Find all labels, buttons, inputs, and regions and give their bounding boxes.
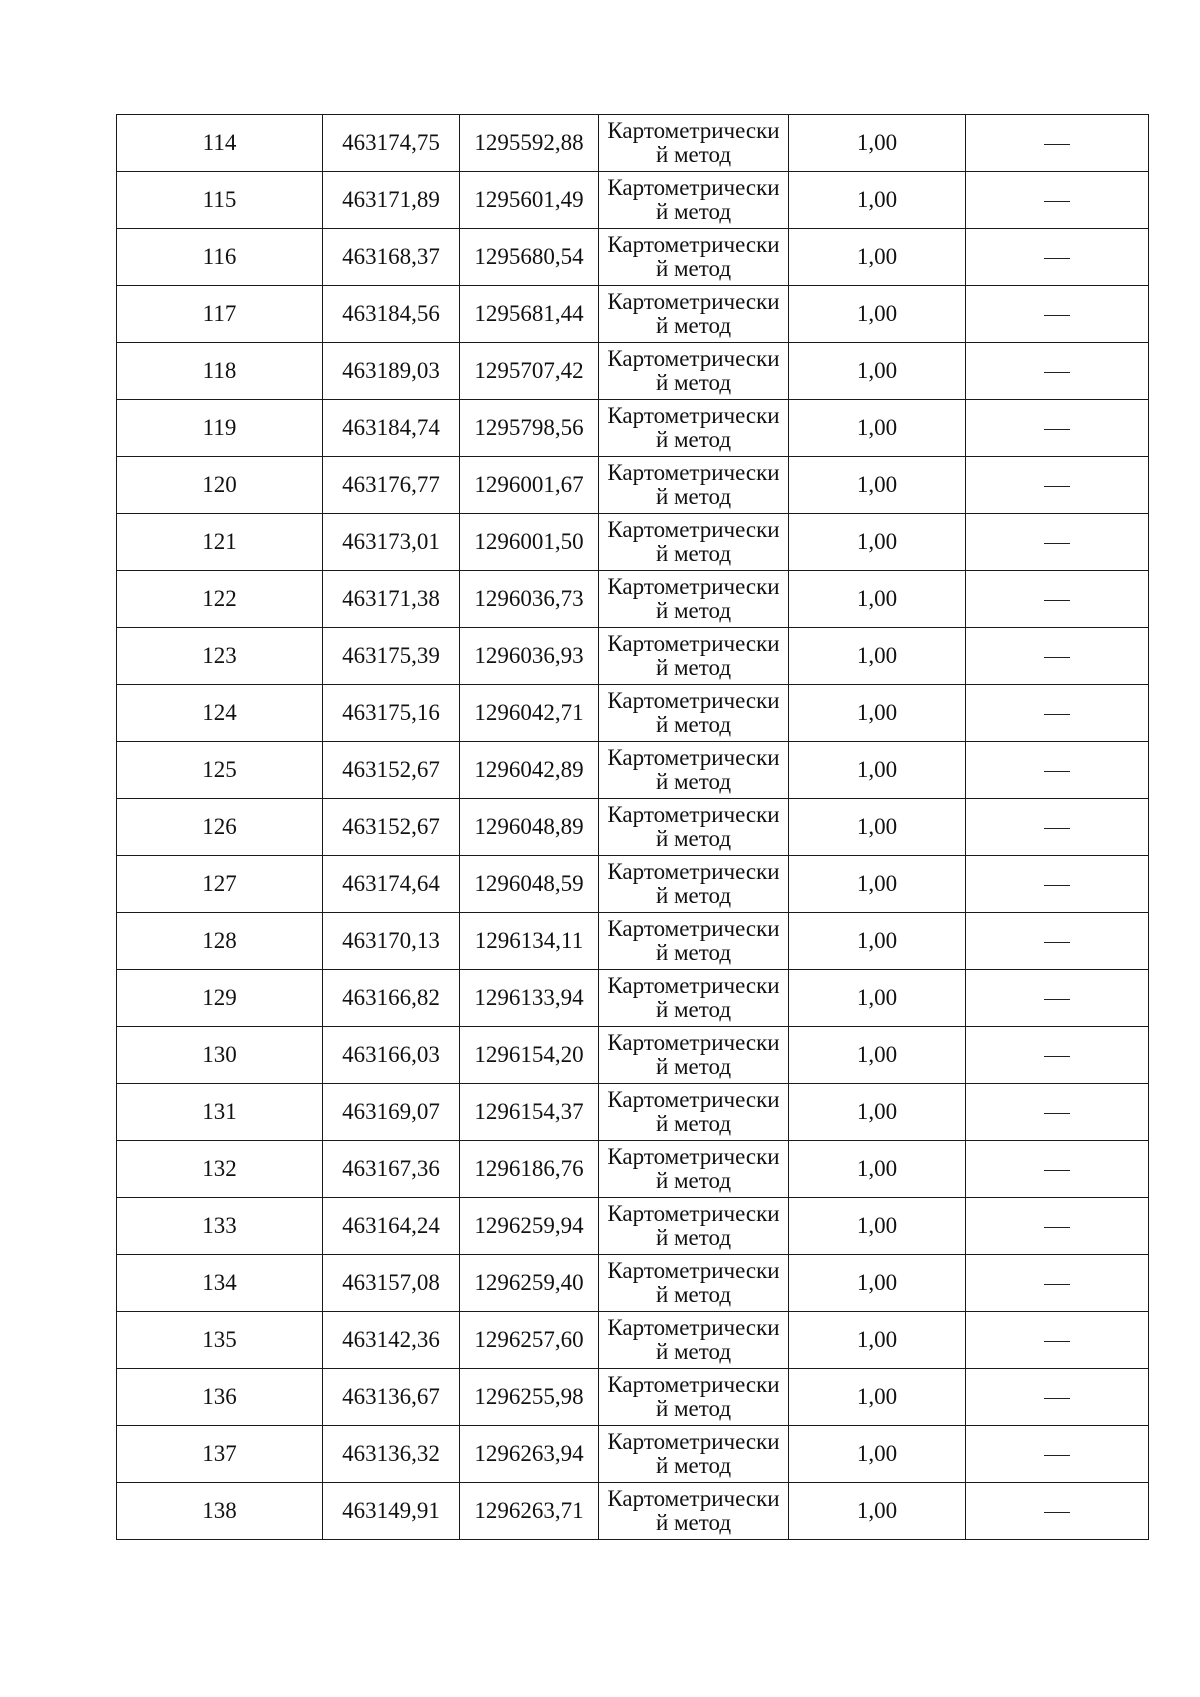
accuracy-cell: 1,00	[789, 1426, 966, 1483]
em-dash-mark	[1044, 1284, 1070, 1285]
y-coordinate-cell: 1296255,98	[460, 1369, 599, 1426]
x-coordinate-cell: 463175,39	[323, 628, 460, 685]
y-coordinate-cell: 1296134,11	[460, 913, 599, 970]
y-coordinate-cell: 1295707,42	[460, 343, 599, 400]
y-coordinate-cell: 1296259,94	[460, 1198, 599, 1255]
y-coordinate-cell: 1295680,54	[460, 229, 599, 286]
method-text-line2: й метод	[655, 142, 732, 167]
method-cell	[599, 742, 789, 799]
method-cell	[599, 1255, 789, 1312]
table-row	[117, 1027, 1149, 1084]
x-coordinate-cell: 463176,77	[323, 457, 460, 514]
method-text-line1: Картометрически	[607, 403, 780, 428]
em-dash-mark	[1044, 828, 1070, 829]
method-cell	[599, 1198, 789, 1255]
method-cell	[599, 343, 789, 400]
accuracy-cell: 1,00	[789, 172, 966, 229]
x-coordinate-cell: 463168,37	[323, 229, 460, 286]
em-dash-mark	[1044, 1170, 1070, 1171]
accuracy-cell: 1,00	[789, 343, 966, 400]
point-number-cell: 123	[117, 628, 323, 685]
method-text-line1: Картометрически	[607, 859, 780, 884]
method-cell	[599, 115, 789, 172]
x-coordinate-cell: 463171,89	[323, 172, 460, 229]
method-cell	[599, 571, 789, 628]
method-cell	[599, 1084, 789, 1141]
note-cell	[966, 172, 1149, 229]
method-cell	[599, 172, 789, 229]
y-coordinate-cell: 1296042,71	[460, 685, 599, 742]
point-number-cell: 131	[117, 1084, 323, 1141]
table-row	[117, 400, 1149, 457]
x-coordinate-cell: 463166,82	[323, 970, 460, 1027]
table-row	[117, 799, 1149, 856]
x-coordinate-cell: 463167,36	[323, 1141, 460, 1198]
em-dash-mark	[1044, 1398, 1070, 1399]
y-coordinate-cell: 1295798,56	[460, 400, 599, 457]
point-number-cell: 126	[117, 799, 323, 856]
method-text-line1: Картометрически	[607, 175, 780, 200]
accuracy-cell: 1,00	[789, 970, 966, 1027]
table-row	[117, 1141, 1149, 1198]
point-number-cell: 138	[117, 1483, 323, 1540]
accuracy-cell: 1,00	[789, 286, 966, 343]
y-coordinate-cell: 1295681,44	[460, 286, 599, 343]
accuracy-cell: 1,00	[789, 514, 966, 571]
x-coordinate-cell: 463142,36	[323, 1312, 460, 1369]
x-coordinate-cell: 463174,64	[323, 856, 460, 913]
method-cell	[599, 628, 789, 685]
method-text-line1: Картометрически	[607, 1201, 780, 1226]
accuracy-cell: 1,00	[789, 1483, 966, 1540]
method-text-line2: й метод	[655, 256, 732, 281]
em-dash-mark	[1044, 486, 1070, 487]
method-text-line1: Картометрически	[607, 1144, 780, 1169]
method-text-line2: й метод	[655, 1510, 732, 1535]
method-text-line2: й метод	[655, 1225, 732, 1250]
method-text-line1: Картометрически	[607, 973, 780, 998]
method-cell	[599, 286, 789, 343]
method-cell	[599, 1312, 789, 1369]
note-cell	[966, 229, 1149, 286]
method-text-line1: Картометрически	[607, 802, 780, 827]
point-number-cell: 120	[117, 457, 323, 514]
em-dash-mark	[1044, 714, 1070, 715]
method-text-line2: й метод	[655, 826, 732, 851]
note-cell	[966, 628, 1149, 685]
method-text-line1: Картометрически	[607, 631, 780, 656]
table-row	[117, 1084, 1149, 1141]
y-coordinate-cell: 1296257,60	[460, 1312, 599, 1369]
method-text-line2: й метод	[655, 712, 732, 737]
accuracy-cell: 1,00	[789, 1027, 966, 1084]
note-cell	[966, 970, 1149, 1027]
em-dash-mark	[1044, 1455, 1070, 1456]
point-number-cell: 130	[117, 1027, 323, 1084]
note-cell	[966, 286, 1149, 343]
method-text-line1: Картометрически	[607, 118, 780, 143]
note-cell	[966, 571, 1149, 628]
note-cell	[966, 1027, 1149, 1084]
method-text-line2: й метод	[655, 1168, 732, 1193]
method-text-line1: Картометрически	[607, 1486, 780, 1511]
method-text-line1: Картометрически	[607, 517, 780, 542]
note-cell	[966, 1084, 1149, 1141]
x-coordinate-cell: 463164,24	[323, 1198, 460, 1255]
point-number-cell: 137	[117, 1426, 323, 1483]
point-number-cell: 132	[117, 1141, 323, 1198]
note-cell	[966, 115, 1149, 172]
em-dash-mark	[1044, 201, 1070, 202]
em-dash-mark	[1044, 543, 1070, 544]
table-row	[117, 856, 1149, 913]
method-text-line2: й метод	[655, 484, 732, 509]
method-text-line2: й метод	[655, 1282, 732, 1307]
table-row	[117, 172, 1149, 229]
em-dash-mark	[1044, 144, 1070, 145]
y-coordinate-cell: 1296133,94	[460, 970, 599, 1027]
method-text-line2: й метод	[655, 1339, 732, 1364]
x-coordinate-cell: 463184,56	[323, 286, 460, 343]
method-text-line2: й метод	[655, 1453, 732, 1478]
method-text-line1: Картометрически	[607, 916, 780, 941]
y-coordinate-cell: 1296036,93	[460, 628, 599, 685]
note-cell	[966, 457, 1149, 514]
x-coordinate-cell: 463157,08	[323, 1255, 460, 1312]
accuracy-cell: 1,00	[789, 1312, 966, 1369]
accuracy-cell: 1,00	[789, 1369, 966, 1426]
y-coordinate-cell: 1296154,20	[460, 1027, 599, 1084]
y-coordinate-cell: 1295592,88	[460, 115, 599, 172]
point-number-cell: 134	[117, 1255, 323, 1312]
accuracy-cell: 1,00	[789, 742, 966, 799]
table-row	[117, 1369, 1149, 1426]
note-cell	[966, 1141, 1149, 1198]
method-cell	[599, 514, 789, 571]
x-coordinate-cell: 463169,07	[323, 1084, 460, 1141]
x-coordinate-cell: 463152,67	[323, 742, 460, 799]
accuracy-cell: 1,00	[789, 628, 966, 685]
point-number-cell: 117	[117, 286, 323, 343]
note-cell	[966, 685, 1149, 742]
x-coordinate-cell: 463149,91	[323, 1483, 460, 1540]
method-cell	[599, 799, 789, 856]
method-text-line2: й метод	[655, 370, 732, 395]
method-text-line2: й метод	[655, 997, 732, 1022]
table-row	[117, 571, 1149, 628]
point-number-cell: 124	[117, 685, 323, 742]
note-cell	[966, 799, 1149, 856]
point-number-cell: 119	[117, 400, 323, 457]
point-number-cell: 122	[117, 571, 323, 628]
accuracy-cell: 1,00	[789, 1084, 966, 1141]
accuracy-cell: 1,00	[789, 913, 966, 970]
point-number-cell: 136	[117, 1369, 323, 1426]
method-cell	[599, 457, 789, 514]
table-row	[117, 742, 1149, 799]
y-coordinate-cell: 1296263,94	[460, 1426, 599, 1483]
method-text-line2: й метод	[655, 199, 732, 224]
note-cell	[966, 343, 1149, 400]
point-number-cell: 125	[117, 742, 323, 799]
y-coordinate-cell: 1295601,49	[460, 172, 599, 229]
method-cell	[599, 1141, 789, 1198]
point-number-cell: 118	[117, 343, 323, 400]
y-coordinate-cell: 1296259,40	[460, 1255, 599, 1312]
table-row	[117, 514, 1149, 571]
accuracy-cell: 1,00	[789, 115, 966, 172]
method-text-line1: Картометрически	[607, 1030, 780, 1055]
em-dash-mark	[1044, 429, 1070, 430]
method-text-line2: й метод	[655, 427, 732, 452]
em-dash-mark	[1044, 771, 1070, 772]
method-cell	[599, 913, 789, 970]
y-coordinate-cell: 1296048,89	[460, 799, 599, 856]
table-row	[117, 1255, 1149, 1312]
method-text-line2: й метод	[655, 1111, 732, 1136]
method-cell	[599, 1483, 789, 1540]
table-row	[117, 628, 1149, 685]
table-row	[117, 457, 1149, 514]
em-dash-mark	[1044, 1341, 1070, 1342]
method-cell	[599, 685, 789, 742]
method-cell	[599, 229, 789, 286]
method-text-line1: Картометрически	[607, 460, 780, 485]
x-coordinate-cell: 463152,67	[323, 799, 460, 856]
table-row	[117, 1312, 1149, 1369]
table-row	[117, 286, 1149, 343]
accuracy-cell: 1,00	[789, 229, 966, 286]
x-coordinate-cell: 463136,67	[323, 1369, 460, 1426]
point-number-cell: 128	[117, 913, 323, 970]
x-coordinate-cell: 463174,75	[323, 115, 460, 172]
table-row	[117, 1198, 1149, 1255]
method-text-line2: й метод	[655, 1054, 732, 1079]
method-text-line2: й метод	[655, 769, 732, 794]
table-row	[117, 343, 1149, 400]
accuracy-cell: 1,00	[789, 400, 966, 457]
method-text-line1: Картометрически	[607, 1429, 780, 1454]
method-text-line1: Картометрически	[607, 574, 780, 599]
note-cell	[966, 913, 1149, 970]
method-cell	[599, 400, 789, 457]
point-number-cell: 133	[117, 1198, 323, 1255]
table-row	[117, 115, 1149, 172]
method-cell	[599, 1426, 789, 1483]
note-cell	[966, 1426, 1149, 1483]
note-cell	[966, 514, 1149, 571]
method-text-line2: й метод	[655, 1396, 732, 1421]
em-dash-mark	[1044, 315, 1070, 316]
note-cell	[966, 856, 1149, 913]
method-text-line1: Картометрически	[607, 289, 780, 314]
accuracy-cell: 1,00	[789, 457, 966, 514]
method-text-line2: й метод	[655, 883, 732, 908]
em-dash-mark	[1044, 1227, 1070, 1228]
note-cell	[966, 1255, 1149, 1312]
y-coordinate-cell: 1296036,73	[460, 571, 599, 628]
accuracy-cell: 1,00	[789, 571, 966, 628]
method-text-line1: Картометрически	[607, 688, 780, 713]
table-row	[117, 913, 1149, 970]
y-coordinate-cell: 1296048,59	[460, 856, 599, 913]
note-cell	[966, 1369, 1149, 1426]
accuracy-cell: 1,00	[789, 685, 966, 742]
note-cell	[966, 400, 1149, 457]
table-row	[117, 1426, 1149, 1483]
point-number-cell: 114	[117, 115, 323, 172]
method-cell	[599, 1369, 789, 1426]
em-dash-mark	[1044, 258, 1070, 259]
table-row	[117, 1483, 1149, 1540]
table-row	[117, 229, 1149, 286]
x-coordinate-cell: 463184,74	[323, 400, 460, 457]
note-cell	[966, 1312, 1149, 1369]
point-number-cell: 115	[117, 172, 323, 229]
coordinates-table	[116, 114, 1149, 1540]
method-text-line1: Картометрически	[607, 232, 780, 257]
note-cell	[966, 1483, 1149, 1540]
y-coordinate-cell: 1296186,76	[460, 1141, 599, 1198]
method-cell	[599, 970, 789, 1027]
x-coordinate-cell: 463166,03	[323, 1027, 460, 1084]
accuracy-cell: 1,00	[789, 856, 966, 913]
point-number-cell: 127	[117, 856, 323, 913]
method-cell	[599, 1027, 789, 1084]
method-text-line2: й метод	[655, 541, 732, 566]
x-coordinate-cell: 463173,01	[323, 514, 460, 571]
em-dash-mark	[1044, 1512, 1070, 1513]
method-cell	[599, 856, 789, 913]
table-row	[117, 685, 1149, 742]
point-number-cell: 135	[117, 1312, 323, 1369]
method-text-line1: Картометрически	[607, 346, 780, 371]
y-coordinate-cell: 1296154,37	[460, 1084, 599, 1141]
accuracy-cell: 1,00	[789, 1198, 966, 1255]
method-text-line1: Картометрически	[607, 1087, 780, 1112]
method-text-line1: Картометрически	[607, 745, 780, 770]
em-dash-mark	[1044, 372, 1070, 373]
y-coordinate-cell: 1296001,67	[460, 457, 599, 514]
em-dash-mark	[1044, 1056, 1070, 1057]
method-text-line1: Картометрически	[607, 1258, 780, 1283]
point-number-cell: 129	[117, 970, 323, 1027]
em-dash-mark	[1044, 657, 1070, 658]
method-text-line2: й метод	[655, 598, 732, 623]
em-dash-mark	[1044, 942, 1070, 943]
accuracy-cell: 1,00	[789, 1255, 966, 1312]
y-coordinate-cell: 1296001,50	[460, 514, 599, 571]
y-coordinate-cell: 1296263,71	[460, 1483, 599, 1540]
em-dash-mark	[1044, 1113, 1070, 1114]
em-dash-mark	[1044, 600, 1070, 601]
y-coordinate-cell: 1296042,89	[460, 742, 599, 799]
x-coordinate-cell: 463170,13	[323, 913, 460, 970]
note-cell	[966, 742, 1149, 799]
accuracy-cell: 1,00	[789, 1141, 966, 1198]
point-number-cell: 121	[117, 514, 323, 571]
accuracy-cell: 1,00	[789, 799, 966, 856]
table-row	[117, 970, 1149, 1027]
coordinates-table-body	[117, 115, 1149, 1540]
x-coordinate-cell: 463171,38	[323, 571, 460, 628]
note-cell	[966, 1198, 1149, 1255]
point-number-cell: 116	[117, 229, 323, 286]
method-text-line2: й метод	[655, 940, 732, 965]
method-text-line1: Картометрически	[607, 1315, 780, 1340]
em-dash-mark	[1044, 999, 1070, 1000]
method-text-line2: й метод	[655, 655, 732, 680]
x-coordinate-cell: 463136,32	[323, 1426, 460, 1483]
em-dash-mark	[1044, 885, 1070, 886]
method-text-line1: Картометрически	[607, 1372, 780, 1397]
method-text-line2: й метод	[655, 313, 732, 338]
x-coordinate-cell: 463189,03	[323, 343, 460, 400]
x-coordinate-cell: 463175,16	[323, 685, 460, 742]
